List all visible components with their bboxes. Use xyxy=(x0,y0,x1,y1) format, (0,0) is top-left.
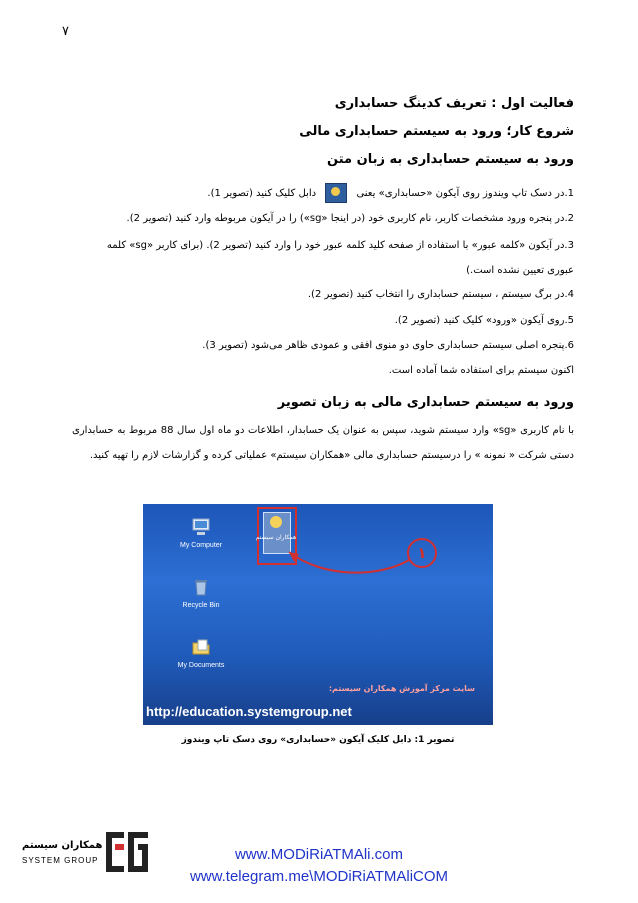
step-2: 2.در پنجره ورود مشخصات کاربر، نام کاربری خود (در اینجا «sg») را در آیکون مربوطه وارد کنید (تصویر 2). xyxy=(126,213,574,224)
accounting-shortcut-label: همکاران سیستم xyxy=(255,534,297,541)
step-3-continued: عبوری تعیین نشده است.) xyxy=(466,265,574,276)
training-site-caption: سایت مرکز آموزش همکاران سیستم: xyxy=(328,684,475,693)
ready-note: اکنون سیستم برای استفاده شما آماده است. xyxy=(388,365,574,376)
page-number: ۷ xyxy=(62,24,69,39)
documents-folder-icon xyxy=(190,636,212,658)
logo-name-en: SYSTEM GROUP xyxy=(22,856,99,865)
website-link[interactable]: www.MODiRiATMAli.com xyxy=(234,846,404,863)
step-1-text: 1.در دسک تاپ ویندوز روی آیکون «حسابداری» یعنی xyxy=(356,188,574,199)
step-4: 4.در برگ سیستم ، سیستم حسابداری را انتخاب کنید (تصویر 2). xyxy=(307,289,574,300)
my-computer-label: My Computer xyxy=(179,542,222,549)
recycle-bin-icon xyxy=(190,576,212,598)
start-heading: شروع کار؛ ورود به سیستم حسابداری مالی xyxy=(299,124,574,139)
logo-name-fa: همکاران سیستم xyxy=(22,840,103,851)
step-1 xyxy=(207,183,574,203)
my-computer-shortcut xyxy=(171,516,231,549)
recycle-bin-label: Recycle Bin xyxy=(182,602,220,609)
instructions-paragraph: با نام کاربری «sg» وارد سیستم شوید، سپس به عنوان یک حسابدار، اطلاعات دو ماه اول سال 88 مربوط به حسابداری دستی شرکت « نمونه » را درسیستم حسابداری مالی «همکاران سیستم» عملیاتی کرده و گزارشات لازم را تهیه کنید. xyxy=(72,425,574,461)
my-documents-shortcut xyxy=(171,636,231,669)
figure-caption: تصویر 1: دابل کلیک آیکون «حسابداری» روی دسک تاپ ویندوز xyxy=(181,735,455,745)
text-login-heading: ورود به سیستم حسابداری به زبان متن xyxy=(327,152,574,167)
training-site-url: http://education.systemgroup.net xyxy=(146,704,352,719)
activity-heading: فعالیت اول : تعریف کدینگ حسابداری xyxy=(334,96,574,111)
step-3: 3.در آیکون «کلمه عبور» با استفاده از صفحه کلید کلمه عبور خود را وارد کنید (تصویر 2). (برای کاربر «sg» کلمه xyxy=(106,240,574,251)
accounting-app-icon xyxy=(325,183,347,203)
step-1-text-end: دابل کلیک کنید (تصویر 1). xyxy=(207,188,317,199)
my-documents-label: My Documents xyxy=(177,662,225,669)
telegram-link[interactable]: www.telegram.me\MODiRiATMAliCOM xyxy=(189,868,449,885)
step-6: 6.پنجره اصلی سیستم حسابداری حاوی دو منوی افقی و عمودی ظاهر می‌شود (تصویر 3). xyxy=(202,340,574,351)
callout-arrow xyxy=(283,540,413,580)
desktop-screenshot xyxy=(143,504,493,725)
callout-number: ۱ xyxy=(407,538,437,568)
image-login-heading: ورود به سیستم حسابداری مالی به زبان تصویر xyxy=(277,395,574,410)
step-5: 5.روی آیکون «ورود» کلیک کنید (تصویر 2). xyxy=(394,315,574,326)
computer-icon xyxy=(190,516,212,538)
recycle-bin-shortcut xyxy=(171,576,231,609)
